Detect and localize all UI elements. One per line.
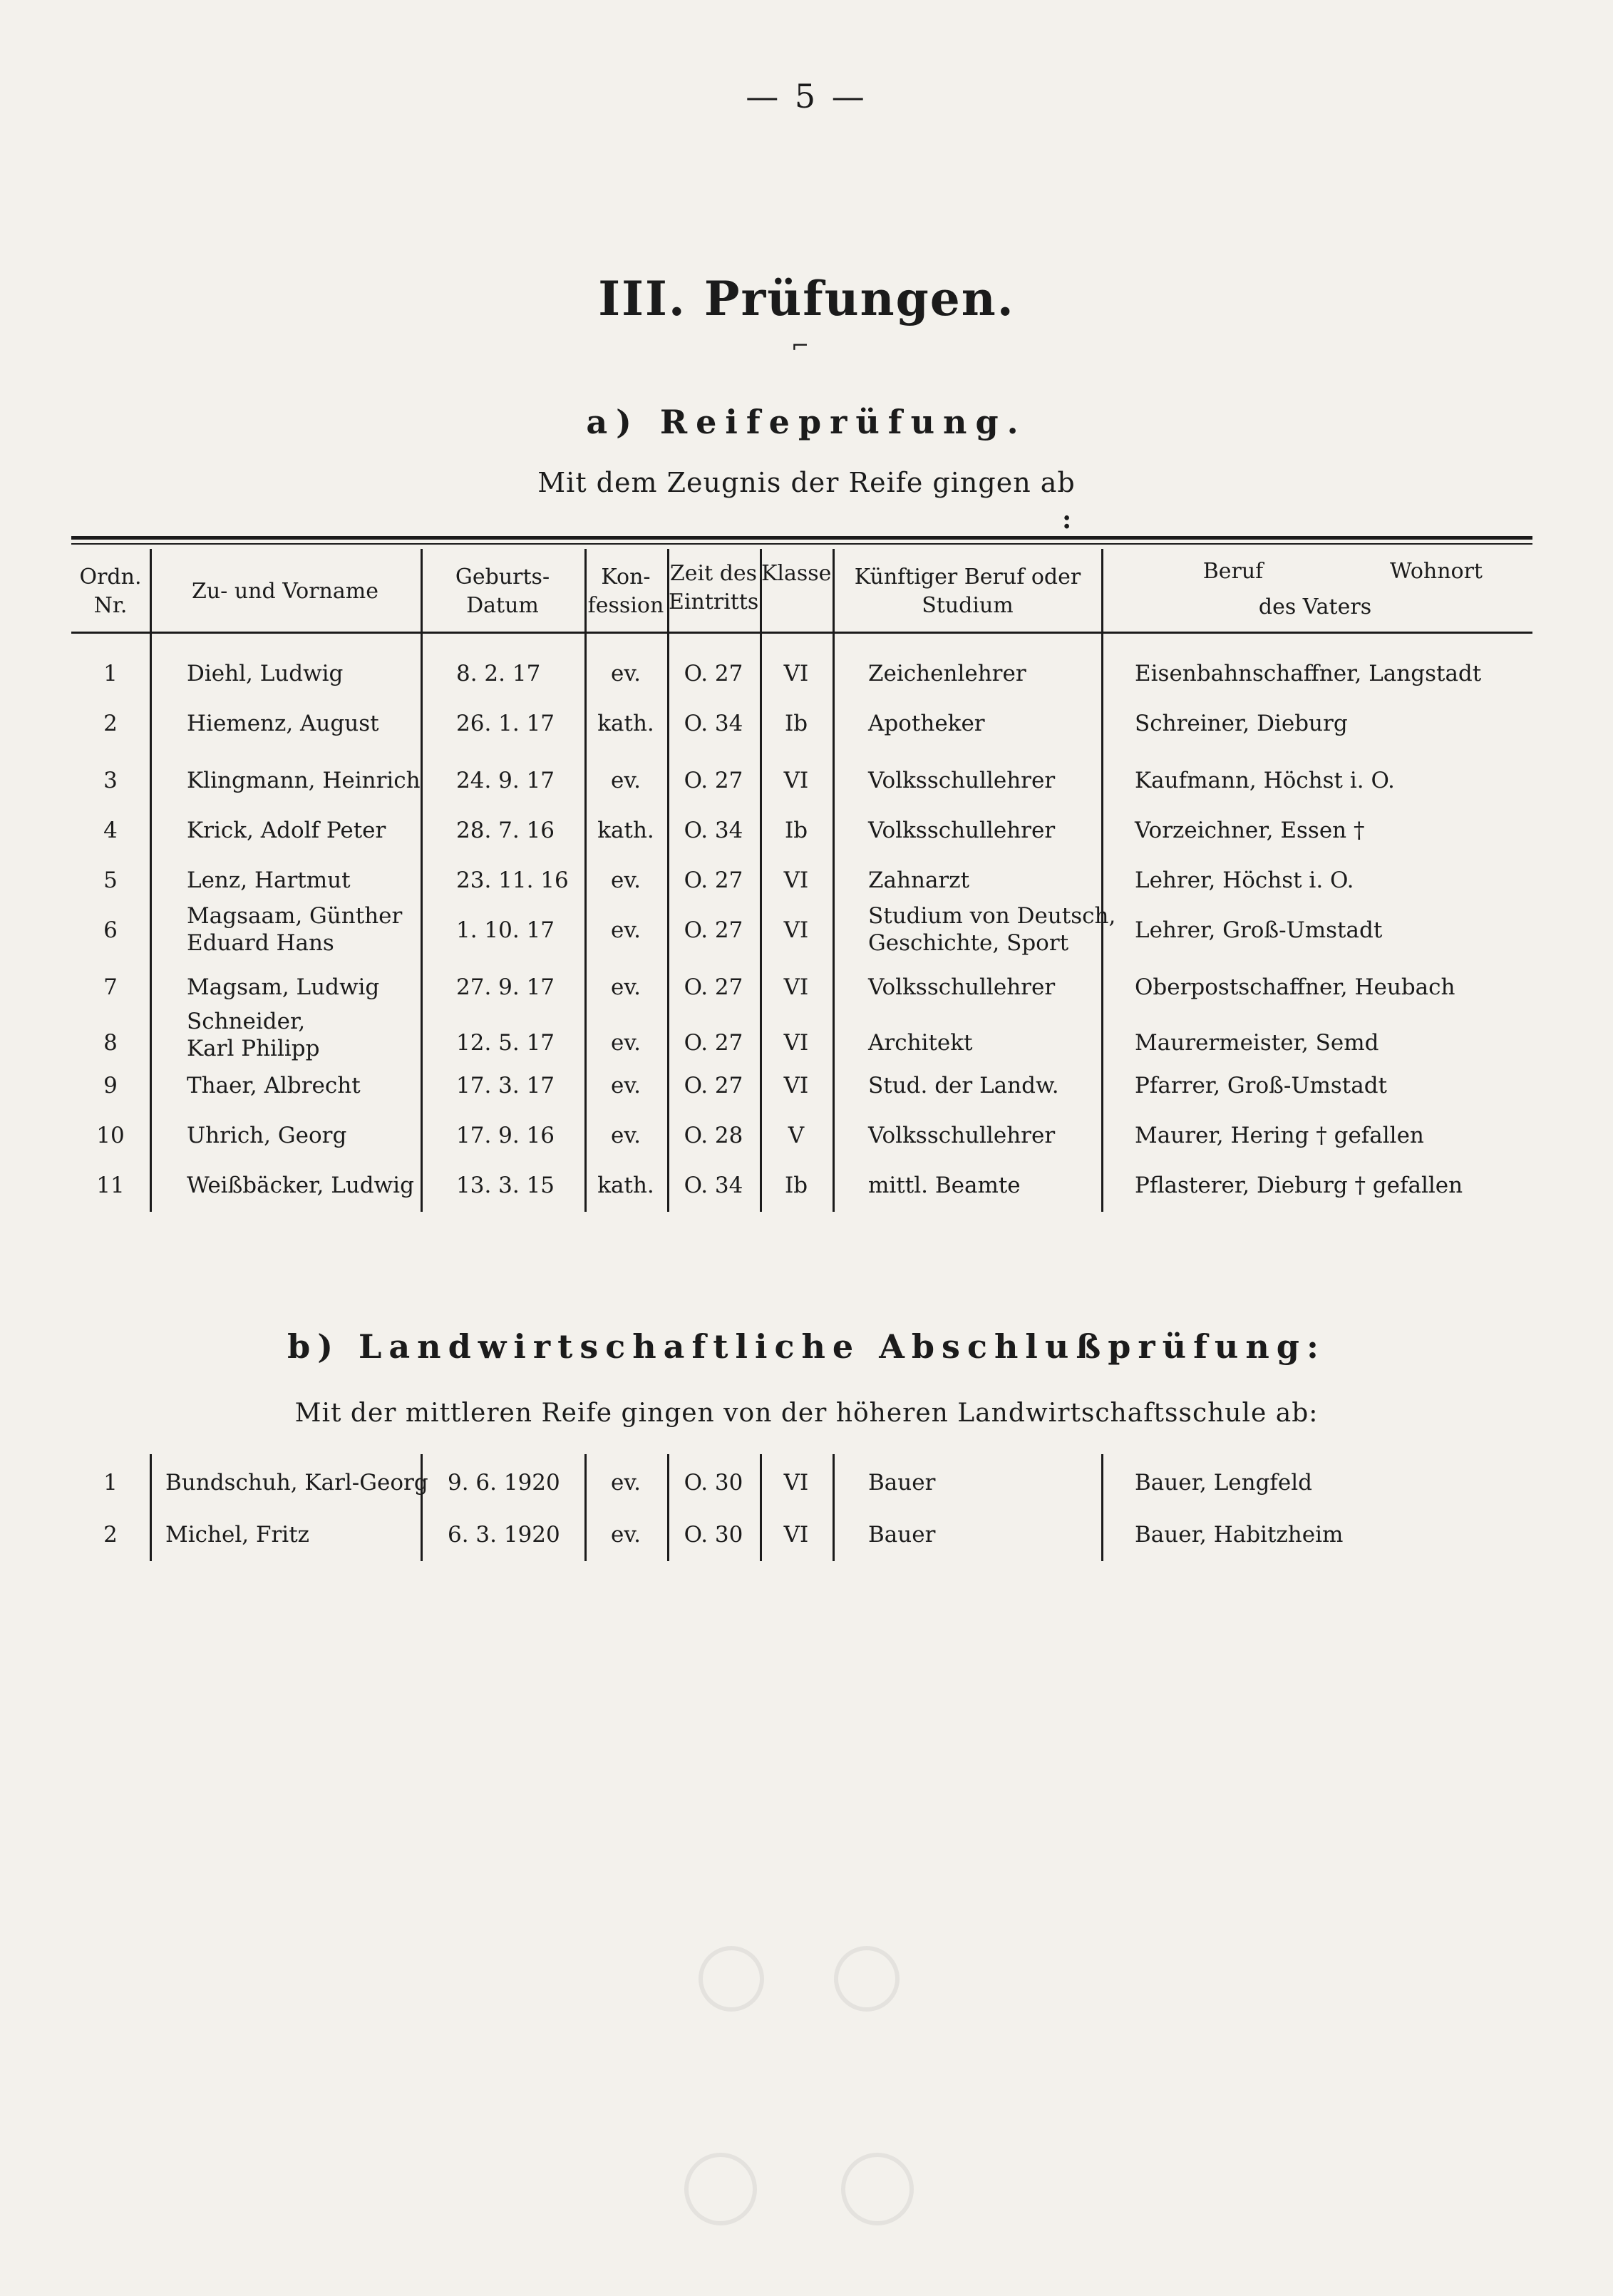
- row-father: Pfarrer, Groß-Umstadt: [1135, 1073, 1388, 1098]
- row-class: VI: [783, 661, 809, 686]
- row-birth: 27. 9. 17: [456, 974, 555, 1000]
- row-name: Klingmann, Heinrich: [187, 768, 421, 793]
- row-father: Vorzeichner, Essen †: [1135, 818, 1365, 843]
- row-class: VI: [783, 974, 809, 1000]
- row-nr: 2: [103, 1522, 118, 1548]
- row-confession: ev.: [610, 1073, 641, 1098]
- row-birth: 26. 1. 17: [456, 711, 555, 736]
- row-profession: mittl. Beamte: [868, 1173, 1021, 1198]
- row-father: Bauer, Habitzheim: [1135, 1522, 1344, 1548]
- row-confession: kath.: [597, 1173, 654, 1198]
- row-entry: O. 27: [684, 1073, 743, 1098]
- row-father: Oberpostschaffner, Heubach: [1135, 974, 1455, 1000]
- row-name: Magsam, Ludwig: [187, 974, 380, 1000]
- row-profession: Volksschullehrer: [868, 974, 1056, 1000]
- header-father-job: Beruf: [1202, 559, 1264, 584]
- table-top-rule: [71, 536, 1532, 540]
- row-entry: O. 30: [684, 1522, 743, 1548]
- row-entry: O. 34: [684, 1173, 743, 1198]
- column-divider: [421, 549, 423, 1212]
- row-name: Hiemenz, August: [187, 711, 379, 736]
- header-name: Zu- und Vorname: [192, 579, 378, 604]
- row-birth: 12. 5. 17: [456, 1030, 555, 1056]
- row-profession: Architekt: [868, 1030, 973, 1056]
- column-divider: [150, 1454, 152, 1561]
- row-birth: 9. 6. 1920: [448, 1470, 560, 1496]
- ornament-mark: ⌐: [791, 334, 810, 359]
- row-name: Schneider,: [187, 1009, 306, 1034]
- row-nr: 10: [96, 1123, 125, 1148]
- row-father: Schreiner, Dieburg: [1135, 711, 1348, 736]
- row-birth: 23. 11. 16: [456, 868, 569, 893]
- row-entry: O. 34: [684, 818, 743, 843]
- row-class: Ib: [784, 1173, 808, 1198]
- row-entry: O. 28: [684, 1123, 743, 1148]
- abschlusspruefung-intro: Mit der mittleren Reife gingen von der höheren Landwirtschaftsschule ab:: [294, 1399, 1319, 1428]
- row-birth: 28. 7. 16: [456, 818, 555, 843]
- column-divider: [150, 549, 152, 1212]
- row-profession: Studium von Deutsch,: [868, 903, 1116, 929]
- table-top-rule-thin: [71, 543, 1532, 545]
- page-number: — 5 —: [746, 77, 867, 115]
- row-profession: Volksschullehrer: [868, 768, 1056, 793]
- row-nr: 8: [103, 1030, 118, 1056]
- row-nr: 2: [103, 711, 118, 736]
- row-name: Lenz, Hartmut: [187, 868, 351, 893]
- row-birth: 13. 3. 15: [456, 1173, 555, 1198]
- row-birth: 17. 9. 16: [456, 1123, 555, 1148]
- row-confession: ev.: [610, 1522, 641, 1548]
- row-profession: Zahnarzt: [868, 868, 970, 893]
- row-birth: 24. 9. 17: [456, 768, 555, 793]
- column-divider: [833, 1454, 835, 1561]
- header-class: Klasse: [761, 561, 832, 586]
- row-class: VI: [783, 917, 809, 943]
- row-class: VI: [783, 1073, 809, 1098]
- row-confession: ev.: [610, 974, 641, 1000]
- reifepruefung-intro: Mit dem Zeugnis der Reife gingen ab: [537, 467, 1076, 498]
- row-father: Maurermeister, Semd: [1135, 1030, 1379, 1056]
- row-father: Lehrer, Höchst i. O.: [1135, 868, 1354, 893]
- row-profession: Stud. der Landw.: [868, 1073, 1059, 1098]
- abschlusspruefung-title: b) Landwirtschaftliche Abschlußprüfung:: [287, 1327, 1326, 1366]
- row-entry: O. 34: [684, 711, 743, 736]
- row-name: Bundschuh, Karl-Georg: [165, 1470, 428, 1496]
- row-confession: ev.: [610, 1030, 641, 1056]
- row-father: Maurer, Hering † gefallen: [1135, 1123, 1424, 1148]
- row-nr: 9: [103, 1073, 118, 1098]
- row-entry: O. 27: [684, 917, 743, 943]
- row-nr: 6: [103, 917, 118, 943]
- header-birth: Geburts- Datum: [455, 565, 550, 618]
- row-name: Michel, Fritz: [165, 1522, 309, 1548]
- row-father: Pflasterer, Dieburg † gefallen: [1135, 1173, 1463, 1198]
- row-nr: 11: [96, 1173, 125, 1198]
- row-birth: 8. 2. 17: [456, 661, 541, 686]
- row-profession: Bauer: [868, 1470, 936, 1496]
- row-name: Diehl, Ludwig: [187, 661, 344, 686]
- reifepruefung-title: a) Reifeprüfung.: [586, 403, 1027, 441]
- row-father: Bauer, Lengfeld: [1135, 1470, 1313, 1496]
- row-class: Ib: [784, 818, 808, 843]
- row-profession-line2: Geschichte, Sport: [868, 930, 1069, 956]
- table-header-rule: [71, 632, 1532, 634]
- row-entry: O. 27: [684, 1030, 743, 1056]
- row-profession: Zeichenlehrer: [868, 661, 1026, 686]
- column-divider: [1101, 1454, 1103, 1561]
- row-class: VI: [783, 868, 809, 893]
- header-father-suffix: des Vaters: [1258, 594, 1372, 619]
- row-entry: O. 27: [684, 768, 743, 793]
- header-profession: Künftiger Beruf oder Studium: [854, 565, 1081, 618]
- row-profession: Apotheker: [868, 711, 985, 736]
- column-divider: [1101, 549, 1103, 1212]
- row-confession: ev.: [610, 917, 641, 943]
- column-divider: [833, 549, 835, 1212]
- row-confession: ev.: [610, 661, 641, 686]
- row-profession: Volksschullehrer: [868, 1123, 1056, 1148]
- row-confession: ev.: [610, 1123, 641, 1148]
- row-father: Kaufmann, Höchst i. O.: [1135, 768, 1395, 793]
- section-title: III. Prüfungen.: [598, 271, 1015, 326]
- row-confession: kath.: [597, 818, 654, 843]
- intro-colon: :: [1062, 505, 1072, 535]
- row-entry: O. 27: [684, 868, 743, 893]
- row-name: Krick, Adolf Peter: [187, 818, 386, 843]
- row-name: Magsaam, Günther: [187, 903, 403, 929]
- row-profession: Bauer: [868, 1522, 936, 1548]
- row-confession: ev.: [610, 868, 641, 893]
- row-name: Weißbäcker, Ludwig: [187, 1173, 414, 1198]
- row-name-line2: Eduard Hans: [187, 930, 334, 956]
- row-confession: kath.: [597, 711, 654, 736]
- row-class: VI: [783, 1522, 809, 1548]
- row-class: VI: [783, 1470, 809, 1496]
- header-entry: Zeit des Eintritts: [669, 561, 759, 614]
- row-name: Uhrich, Georg: [187, 1123, 347, 1148]
- row-confession: ev.: [610, 1470, 641, 1496]
- row-entry: O. 27: [684, 974, 743, 1000]
- row-class: VI: [783, 1030, 809, 1056]
- row-name-line2: Karl Philipp: [187, 1036, 320, 1061]
- row-nr: 3: [103, 768, 118, 793]
- row-entry: O. 30: [684, 1470, 743, 1496]
- row-nr: 1: [103, 661, 118, 686]
- header-nr: Ordn. Nr.: [79, 565, 142, 618]
- row-entry: O. 27: [684, 661, 743, 686]
- row-nr: 1: [103, 1470, 118, 1496]
- row-name: Thaer, Albrecht: [187, 1073, 361, 1098]
- row-profession: Volksschullehrer: [868, 818, 1056, 843]
- row-birth: 6. 3. 1920: [448, 1522, 560, 1548]
- row-nr: 7: [103, 974, 118, 1000]
- row-birth: 1. 10. 17: [456, 917, 555, 943]
- row-class: VI: [783, 768, 809, 793]
- row-nr: 4: [103, 818, 118, 843]
- header-confession: Kon- fession: [587, 565, 664, 618]
- row-class: Ib: [784, 711, 808, 736]
- row-father: Eisenbahnschaffner, Langstadt: [1135, 661, 1482, 686]
- header-father-residence: Wohnort: [1390, 559, 1483, 584]
- row-birth: 17. 3. 17: [456, 1073, 555, 1098]
- row-father: Lehrer, Groß-Umstadt: [1135, 917, 1383, 943]
- row-class: V: [788, 1123, 805, 1148]
- row-nr: 5: [103, 868, 118, 893]
- row-confession: ev.: [610, 768, 641, 793]
